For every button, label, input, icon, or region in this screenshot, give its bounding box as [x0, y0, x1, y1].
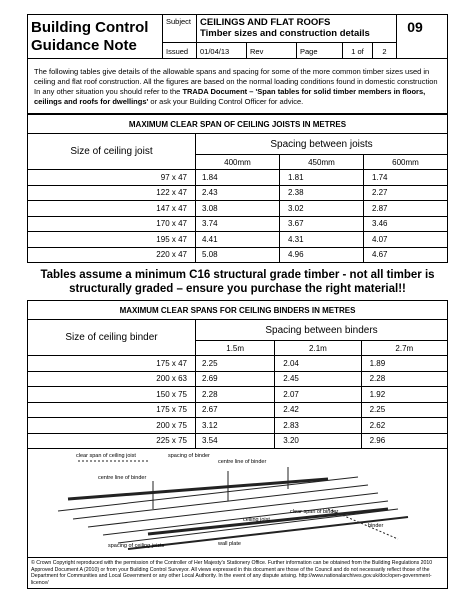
page-total: 2	[373, 43, 397, 59]
span-value-cell: 3.20	[275, 433, 361, 449]
label-clear-span-joist: clear span of ceiling joist	[76, 453, 136, 459]
span-value-cell: 2.43	[196, 185, 280, 201]
ceiling-joist-span-table	[27, 114, 448, 263]
size-cell: 175 x 47	[28, 356, 196, 372]
ceiling-construction-diagram	[27, 449, 448, 558]
size-cell: 195 x 47	[28, 232, 196, 248]
label-wall-plate: wall plate	[218, 541, 241, 547]
intro-paragraph	[27, 59, 448, 114]
guidance-note-page	[27, 14, 448, 589]
title-line-1: Building Control	[31, 19, 149, 36]
span-value-cell: 2.69	[196, 371, 275, 387]
span-value-cell: 3.54	[196, 433, 275, 449]
span-value-cell: 2.04	[275, 356, 361, 372]
label-ceiling-joist: ceiling joist	[243, 517, 270, 523]
span-value-cell: 4.41	[196, 232, 280, 248]
span-value-cell: 3.02	[279, 201, 363, 217]
span-value-cell: 3.12	[196, 418, 275, 434]
span-value-cell: 3.67	[279, 216, 363, 232]
binders-column-header: 2.1m	[275, 341, 361, 356]
intro-text-b: or ask your Building Control Officer for advice.	[148, 97, 304, 106]
span-value-cell: 2.07	[275, 387, 361, 403]
size-cell: 225 x 75	[28, 433, 196, 449]
table-row	[28, 418, 448, 434]
span-value-cell: 1.89	[361, 356, 447, 372]
span-value-cell: 3.74	[196, 216, 280, 232]
binders-column-header: 1.5m	[196, 341, 275, 356]
table-row	[28, 216, 448, 232]
subject-line-2: Timber sizes and construction details	[200, 28, 370, 39]
size-cell: 97 x 47	[28, 170, 196, 186]
span-value-cell: 5.08	[196, 247, 280, 263]
span-value-cell: 4.67	[363, 247, 447, 263]
joist-size-header: Size of ceiling joist	[28, 134, 196, 170]
title-line-2: Guidance Note	[31, 37, 137, 54]
span-value-cell: 4.31	[279, 232, 363, 248]
span-value-cell: 2.42	[275, 402, 361, 418]
span-value-cell: 2.25	[361, 402, 447, 418]
table-row	[28, 387, 448, 403]
span-value-cell: 2.28	[196, 387, 275, 403]
span-value-cell: 3.08	[196, 201, 280, 217]
table-row	[28, 170, 448, 186]
size-cell: 122 x 47	[28, 185, 196, 201]
diagram-svg	[28, 449, 449, 557]
label-centre-line: centre line of binder	[98, 475, 147, 481]
table-row	[28, 201, 448, 217]
span-value-cell: 1.84	[196, 170, 280, 186]
size-cell: 147 x 47	[28, 201, 196, 217]
copyright-footer: © Crown Copyright reproduced with the permission of the Controller of Her Majesty's Stationery Office. Further information can be obtained from the Building Regulations 2010 Approved Document A (2010) or from your Building Control Surveyor. All views expressed in this document are those of the Council and do not necessarily reflect those of the Department for Communities and Local Government or any other Local Authority. In the event of any dispute arising. http://www.nationalarchives.gov.uk/doc/open-government-licence/	[27, 558, 448, 589]
joist-line	[58, 477, 358, 511]
table-row	[28, 433, 448, 449]
binders-column-header: 2.7m	[361, 341, 447, 356]
size-cell: 220 x 47	[28, 247, 196, 263]
subject-label: Subject	[163, 15, 197, 43]
span-value-cell: 2.45	[275, 371, 361, 387]
label-spacing-joists: spacing of ceiling joists	[108, 543, 165, 549]
warning-line-2: structurally graded – ensure you purchase the right material!!	[69, 283, 406, 295]
size-cell: 175 x 75	[28, 402, 196, 418]
issued-date: 01/04/13	[197, 43, 247, 59]
span-value-cell: 2.28	[361, 371, 447, 387]
span-value-cell: 2.27	[363, 185, 447, 201]
joists-column-header: 600mm	[363, 155, 447, 170]
size-cell: 170 x 47	[28, 216, 196, 232]
subject-text	[197, 15, 397, 43]
span-value-cell: 4.07	[363, 232, 447, 248]
span-value-cell: 2.83	[275, 418, 361, 434]
binder-spacing-header: Spacing between binders	[196, 320, 448, 341]
label-clear-span-binder: clear span of binder	[290, 509, 339, 515]
joist-spacing-header: Spacing between joists	[196, 134, 448, 155]
label-centre-line-top: centre line of binder	[218, 459, 267, 465]
table-row	[28, 371, 448, 387]
joists-column-header: 400mm	[196, 155, 280, 170]
size-cell: 150 x 75	[28, 387, 196, 403]
intro-text-a: The following tables give details of the allowable spans and spacing for some of the more common timber sizes used in ceiling and flat roof construction. All the figures are based on the normal loading conditions found in domestic construction In any other situation you should refer to the	[34, 67, 438, 96]
span-value-cell: 2.96	[361, 433, 447, 449]
ceiling-binder-span-table	[27, 300, 448, 449]
issued-label: Issued	[163, 43, 197, 59]
note-number: 09	[407, 19, 423, 35]
span-value-cell: 2.62	[361, 418, 447, 434]
page-of: of	[357, 47, 364, 56]
size-cell: 200 x 63	[28, 371, 196, 387]
span-value-cell: 4.96	[279, 247, 363, 263]
span-value-cell: 1.74	[363, 170, 447, 186]
span-value-cell: 2.25	[196, 356, 275, 372]
table-row	[28, 232, 448, 248]
table-row	[28, 356, 448, 372]
span-value-cell: 2.38	[279, 185, 363, 201]
label-binder: binder	[368, 523, 384, 529]
subject-line-1: CEILINGS AND FLAT ROOFS	[200, 17, 331, 28]
span-value-cell: 2.87	[363, 201, 447, 217]
timber-grade-warning	[27, 263, 448, 300]
size-cell: 200 x 75	[28, 418, 196, 434]
span-value-cell: 3.46	[363, 216, 447, 232]
table-row	[28, 185, 448, 201]
page-number	[343, 43, 373, 59]
page-current: 1	[351, 47, 356, 56]
table-row	[28, 247, 448, 263]
rev-label: Rev	[247, 43, 297, 59]
header	[27, 14, 448, 59]
page-label: Page	[297, 43, 343, 59]
joist-line	[118, 509, 398, 543]
span-value-cell: 1.92	[361, 387, 447, 403]
warning-line-1: Tables assume a minimum C16 structural grade timber - not all timber is	[40, 269, 435, 281]
joists-column-header: 450mm	[279, 155, 363, 170]
label-spacing-binder: spacing of binder	[168, 453, 210, 459]
binder-table-caption: MAXIMUM CLEAR SPANS FOR CEILING BINDERS IN METRES	[28, 301, 448, 320]
binder-member-upper	[68, 479, 328, 499]
binder-size-header: Size of ceiling binder	[28, 320, 196, 356]
table-row	[28, 402, 448, 418]
intro-trada-reference: TRADA Document – 'Span tables for solid timber members in floors, ceilings and roofs for dwellings'	[34, 87, 426, 106]
joist-table-caption: MAXIMUM CLEAR SPAN OF CEILING JOISTS IN METRES	[28, 115, 448, 134]
span-value-cell: 1.81	[279, 170, 363, 186]
span-value-cell: 2.67	[196, 402, 275, 418]
document-title	[28, 15, 163, 59]
